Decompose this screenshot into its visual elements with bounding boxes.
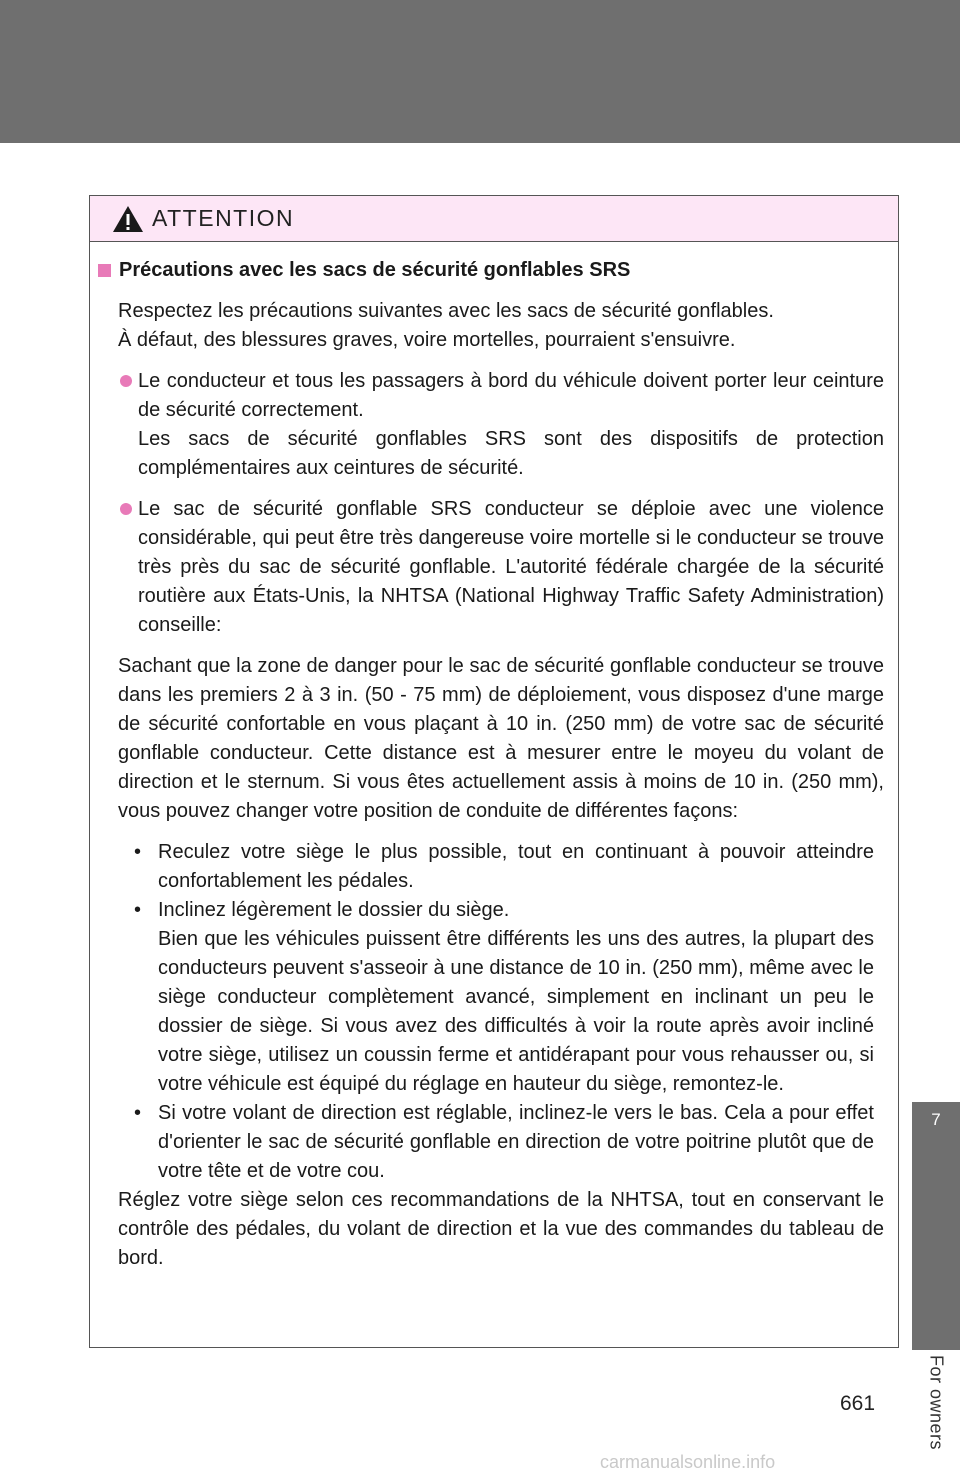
section-heading: [98, 256, 884, 285]
recommendation-3: Si votre volant de direction est réglable, inclinez-le vers le bas. Cela a pour effet d'orienter le sac de sécurité gonflable en direction de votre poitrine plutôt que de votre tête et de votre cou.: [158, 1102, 874, 1182]
chapter-label: [912, 1355, 960, 1475]
list-item: [128, 838, 874, 896]
bullet-2-text: Le sac de sécurité gonflable SRS conducteur se déploie avec une violence considérable, qui peut être très dangereuse voire mortelle si le conducteur se trouve très près du sac de sécurité gonflable. L'autorité fédérale chargée de la sécurité routière aux États-Unis, la NHTSA (National Highway Traffic Safety Administration) conseille:: [138, 498, 884, 636]
section-heading-text: Précautions avec les sacs de sécurité gonflables SRS: [119, 259, 631, 281]
square-bullet-icon: [98, 264, 111, 277]
chapter-tab: [912, 1102, 960, 1350]
recommendation-2: Inclinez légèrement le dossier du siège.: [158, 899, 510, 921]
page-number: 661: [840, 1392, 876, 1415]
round-bullet-icon: [120, 503, 132, 515]
chapter-label-text: For owners: [926, 1355, 947, 1451]
chapter-number: 7: [931, 1110, 941, 1129]
nhtsa-paragraph: Sachant que la zone de danger pour le sac de sécurité gonflable conducteur se trouve dans les premiers 2 à 3 in. (50 - 75 mm) de déploiement, vous disposez d'une marge de sécurité confortable en vous plaçant à 10 in. (250 mm) de votre sac de sécurité gonflable conducteur. Cette distance est à mesurer entre le moyeu du volant de direction et le sternum. Si vous êtes actuellement assis à moins de 10 in. (250 mm), vous pouvez changer votre position de conduite de différentes façons:: [118, 655, 884, 822]
attention-content: [90, 242, 898, 1273]
watermark: carmanualsonline.info: [600, 1452, 776, 1472]
dot-bullet: •: [134, 899, 142, 921]
list-item: [120, 367, 884, 483]
list-item: [128, 1099, 874, 1186]
list-item: [128, 896, 874, 1099]
round-bullet-icon: [120, 375, 132, 387]
attention-title: ATTENTION: [152, 205, 295, 231]
dot-bullet: •: [134, 841, 142, 863]
recommendation-list: [128, 838, 874, 1186]
intro-line-2: À défaut, des blessures graves, voire mortelles, pourraient s'ensuivre.: [118, 329, 736, 351]
attention-box: [89, 195, 899, 1348]
list-item: [120, 495, 884, 640]
closing-paragraph: Réglez votre siège selon ces recommandations de la NHTSA, tout en conservant le contrôle des pédales, du volant de direction et la vue des commandes du tableau de bord.: [118, 1189, 884, 1269]
attention-header: [90, 196, 898, 242]
warning-triangle-icon: [112, 205, 144, 233]
bullet-1-detail: Les sacs de sécurité gonflables SRS sont des dispositifs de protection complémentaires aux ceintures de sécurité.: [138, 428, 884, 479]
recommendation-1: Reculez votre siège le plus possible, tout en continuant à pouvoir atteindre confortablement les pédales.: [158, 841, 874, 892]
bullet-1-text: Le conducteur et tous les passagers à bord du véhicule doivent porter leur ceinture de sécurité correctement.: [138, 370, 884, 421]
intro-line-1: Respectez les précautions suivantes avec les sacs de sécurité gonflables.: [118, 300, 774, 322]
top-gray-band: [0, 0, 960, 143]
dot-bullet: •: [134, 1102, 142, 1124]
recommendation-2-detail: Bien que les véhicules puissent être différents les uns des autres, la plupart des conducteurs peuvent s'asseoir à une distance de 10 in. (250 mm), même avec le siège conducteur complètement avancé, simplement en inclinant un peu le dossier de siège. Si vous avez des difficultés à voir la route après avoir incliné votre siège, utilisez un coussin ferme et antidérapant pour vous rehausser ou, si votre véhicule est équipé du réglage en hauteur du siège, remontez-le.: [158, 928, 874, 1095]
